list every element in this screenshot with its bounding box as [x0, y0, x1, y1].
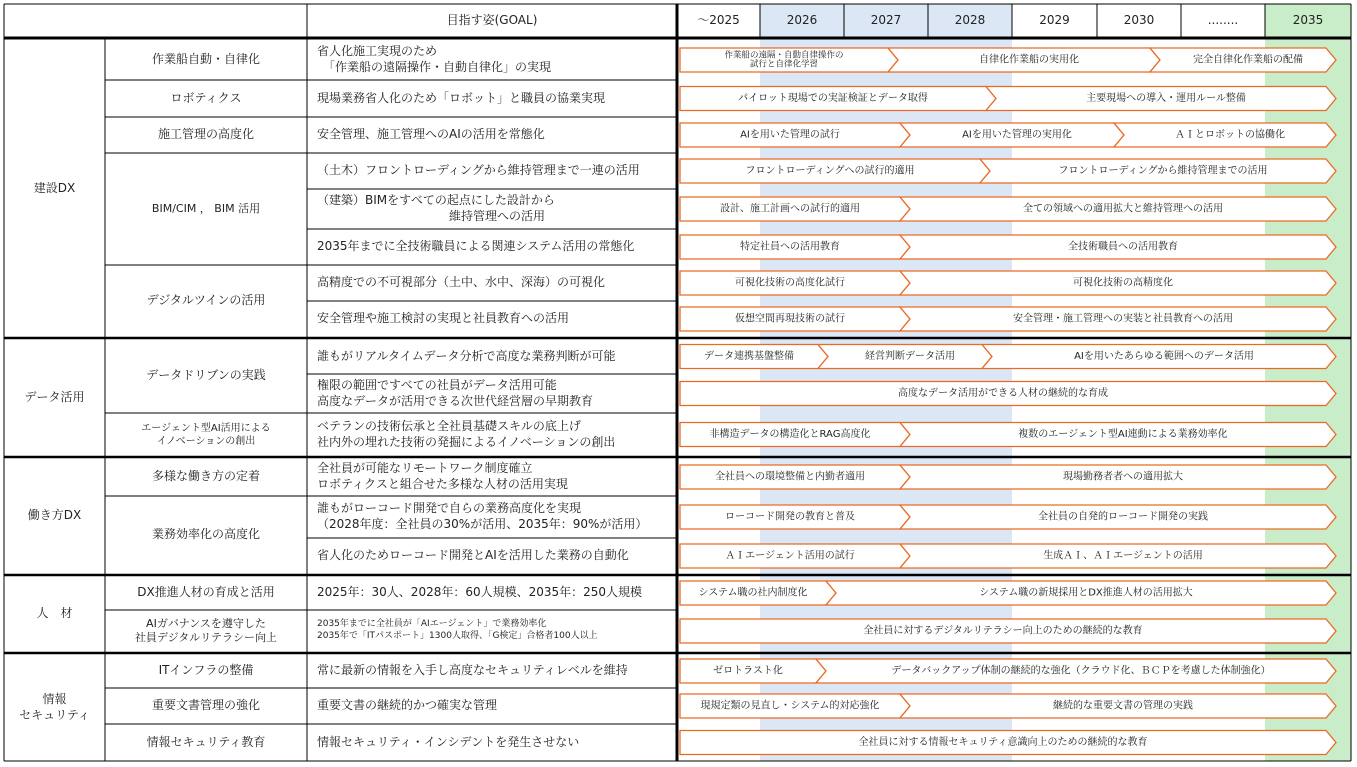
theme-document-management: 重要文書管理の強化: [151, 698, 260, 713]
theme-agentic-ai-innovation: エージェント型AI活用による イノベーションの創出: [141, 422, 271, 447]
goal-text: 安全管理や施工検討の実現と社員教育への活用: [317, 311, 570, 326]
theme-work-vessel-autonomy: 作業船自動・自律化: [151, 52, 260, 67]
phase-label: ローコード開発の教育と普及: [725, 511, 855, 523]
goal-text: （建築）BIMをすべての起点にした設計から 維持管理への活用: [317, 193, 555, 223]
phase-label: 高度なデータ活用ができる人材の継続的な育成: [898, 388, 1108, 399]
phase-label: 非構造データの構造化とRAG高度化: [709, 429, 871, 440]
year-header-2028: 2028: [954, 13, 986, 28]
phase-label: AIを用いた管理の実用化: [962, 129, 1072, 141]
section-information-security: 情報 セキュリティ: [19, 691, 90, 722]
phase-label: 現規定類の見直し・システム的対応強化: [700, 700, 880, 712]
goal-text: 権限の範囲ですべての社員がデータ活用可能 高度なデータが活用できる次世代経営層の早期教育: [317, 377, 594, 408]
goal-text: 省人化のためローコード開発とAIを活用した業務の自動化: [317, 548, 629, 563]
goal-text: 情報セキュリティ・インシデントを発生させない: [317, 734, 580, 749]
phase-label: 仮想空間再現技術の試行: [735, 313, 845, 325]
phase-label: パイロット現場での実証検証とデータ取得: [738, 93, 928, 104]
phase-label: 安全管理・施工管理への実装と社員教育への活用: [1013, 313, 1233, 325]
goal-text: 省人化施工実現のため 「作業船の遠隔操作・自動自律化」の実現: [317, 44, 552, 74]
theme-it-infrastructure: ITインフラの整備: [158, 663, 254, 678]
goal-text: 重要文書の継続的かつ確実な管理: [317, 698, 498, 713]
goal-text: （土木）フロントローディングから維持管理まで一連の活用: [317, 163, 640, 178]
goal-text: 2025年：30人、2028年：60人規模、2035年：250人規模: [317, 585, 643, 600]
phase-label: フロントローディングから維持管理までの活用: [1058, 165, 1268, 177]
section-data-utilization: データ活用: [24, 389, 85, 404]
phase-label: 特定社員への活用教育: [740, 241, 840, 253]
goal-text: 安全管理、施工管理へのAIの活用を常態化: [317, 127, 545, 142]
phase-label: AIを用いた管理の試行: [740, 129, 840, 141]
phase-label: フロントローディングへの試行的適用: [745, 165, 915, 177]
phase-label: 自律化作業船の実用化: [979, 54, 1079, 66]
phase-label: 全社員への環境整備と内勤者適用: [715, 471, 865, 483]
goal-text: ベテランの技術伝承と全社員基礎スキルの底上げ 社内外の埋れた技術の発掘によるイノベーションの創出: [317, 418, 616, 449]
goal-text: 2035年までに全技術職員による関連システム活用の常態化: [317, 239, 635, 254]
section-workstyle-dx: 働き方DX: [27, 508, 82, 523]
theme-bim-cim: BIM/CIM ， BIM 活用: [151, 201, 261, 215]
phase-label: 全社員に対する情報セキュリティ意識向上のための継続的な教育: [858, 737, 1148, 748]
phase-label: 作業船の遠隔・自動自律操作の試行と自律化学習: [724, 50, 844, 70]
year-header-ellipsis: ........: [1207, 13, 1239, 28]
theme-digital-literacy: AIガバナンスを遵守した 社員デジタルリテラシー向上: [134, 616, 278, 644]
phase-label: 経営判断データ活用: [865, 351, 955, 362]
phase-label: ＡＩエージェント活用の試行: [725, 550, 855, 562]
phase-label: 設計、施工計画への試行的適用: [720, 203, 860, 215]
phase-label: 継続的な重要文書の管理の実践: [1053, 700, 1193, 712]
theme-security-education: 情報セキュリティ教育: [146, 734, 266, 749]
goal-text: 2035年までに全社員が「AIエージェント」で業務効率化 2035年で「ITパスポート」1300人取得、「G検定」合格者100人以上: [317, 619, 598, 641]
theme-work-efficiency: 業務効率化の高度化: [151, 527, 260, 542]
phase-label: 生成ＡＩ、ＡＩエージェントの活用: [1043, 550, 1203, 562]
year-header-2025: ～2025: [697, 13, 740, 28]
goal-text: 常に最新の情報を入手し高度なセキュリティレベルを維持: [317, 663, 628, 678]
goal-text: 現場業務省人化のため「ロボット」と職員の協業実現: [317, 90, 606, 105]
phase-label: システム職の社内制度化: [698, 587, 808, 599]
phase-label: 完全自律化作業船の配備: [1193, 54, 1303, 66]
year-header-2027: 2027: [870, 13, 902, 28]
year-header-2035: 2035: [1292, 13, 1324, 28]
phase-label: 全社員の自発的ローコード開発の実践: [1038, 511, 1208, 523]
phase-label: AIを用いたあらゆる範囲へのデータ活用: [1074, 351, 1254, 362]
phase-label: データ連携基盤整備: [704, 351, 794, 362]
year-header-2030: 2030: [1123, 13, 1155, 28]
theme-data-driven: データドリブンの実践: [146, 368, 266, 383]
phase-label: 全ての領域への適用拡大と維持管理への活用: [1023, 203, 1223, 215]
phase-label: 全社員に対するデジタルリテラシー向上のための継続的な教育: [863, 625, 1143, 637]
phase-label: システム職の新規採用とDX推進人材の活用拡大: [979, 587, 1193, 599]
phase-label: 全技術職員への活用教育: [1068, 241, 1178, 253]
section-human-resources: 人 材: [36, 606, 73, 621]
phase-label: 現場勤務者者への適用拡大: [1063, 471, 1183, 483]
phase-label: 主要現場への導入・運用ルール整備: [1086, 93, 1246, 104]
goal-text: 全社員が可能なリモートワーク制度確立 ロボティクスと組合せた多様な人材の活用実現: [317, 461, 568, 491]
goal-text: 誰もがローコード開発で自らの業務高度化を実現 （2028年度：全社員の30%が活用、2035年：90%が活用）: [317, 501, 648, 531]
phase-label: ゼロトラスト化: [713, 665, 783, 677]
phase-label: ＡＩとロボットの協働化: [1175, 129, 1285, 141]
theme-diverse-workstyles: 多様な働き方の定着: [151, 469, 260, 484]
year-header-2026: 2026: [786, 13, 818, 28]
phase-label: 可視化技術の高度化試行: [735, 277, 845, 289]
theme-digital-twin: デジタルツインの活用: [146, 293, 266, 308]
phase-label: 可視化技術の高精度化: [1073, 277, 1173, 289]
year-header-2029: 2029: [1039, 13, 1070, 28]
section-construction-dx: 建設DX: [33, 180, 76, 195]
theme-robotics: ロボティクス: [170, 90, 242, 105]
theme-dx-talent: DX推進人材の育成と活用: [137, 585, 275, 600]
goal-text: 誰もがリアルタイムデータ分析で高度な業務判断が可能: [317, 348, 616, 363]
phase-label: データバックアップ体制の継続的な強化（クラウド化、ＢＣＰを考慮した体制強化）: [891, 665, 1271, 677]
goal-column-header: 目指す姿(GOAL): [446, 13, 538, 28]
phase-label: 複数のエージェント型AI連動による業務効率化: [1018, 429, 1228, 440]
goal-text: 高精度での不可視部分（土中、水中、深海）の可視化: [317, 275, 606, 290]
theme-construction-management: 施工管理の高度化: [157, 127, 254, 142]
